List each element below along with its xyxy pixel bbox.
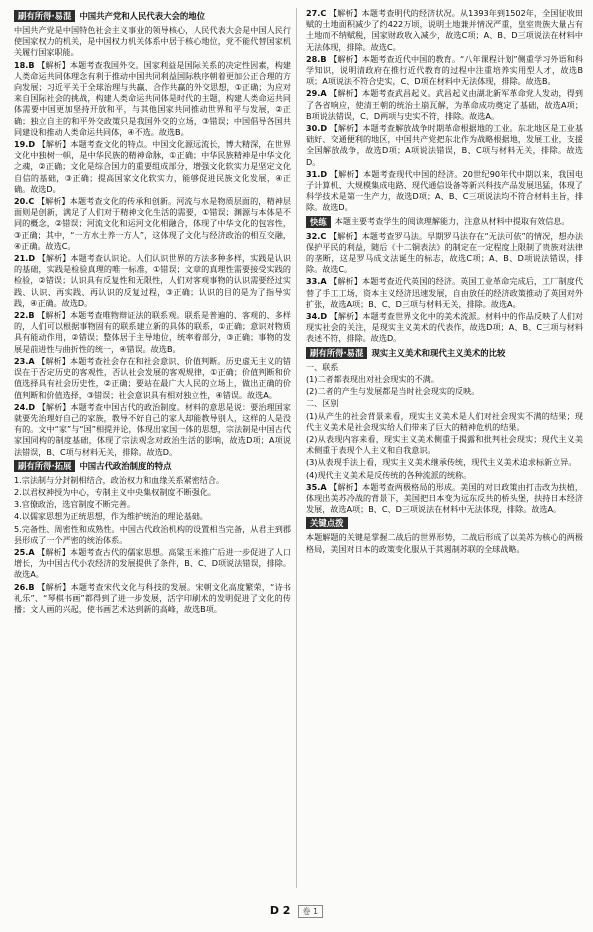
- answer-text: 【解析】本题考查近代中国的教育。“八年课程计划”侧重学习外语和科学知识，说明清政府在推行近代教育的过程中注重培养实用型人才，故选B项；A项说法不符合史实，C、D项在材料中无法体现，排除。故选B。: [306, 53, 583, 87]
- point-item: 2.以君权神授为中心，专制主义中央集权制度不断强化。: [14, 486, 216, 497]
- answer-item: [306, 8, 583, 53]
- section-tag: 刷有所得·易混: [14, 10, 75, 22]
- comparison-item: (4)现代主义美术是反传统的各种流派的统称。: [306, 469, 472, 480]
- answer-number: 34.D: [306, 311, 328, 322]
- section-tag: 关键点拨: [306, 517, 348, 529]
- answer-item: [306, 88, 583, 122]
- comparison-item: (1)从产生的社会背景来看，现实主义美术是人们对社会现实不满的结果；现代主义美术是社会现实给人们带来了巨大的精神危机的结果。: [306, 410, 583, 432]
- answer-text: 【解析】本题考查唯物辩证法的联系观。联系是普遍的、客观的、多样的，人们可以根据事物固有的联系建立新的具体的联系，①正确；意识对物质具有能动作用，②错误；整体居于主导地位，统率着部分，③正确；事物的发展是前进性与曲折性的统一，④错误。故选B。: [14, 310, 291, 354]
- answer-number: 32.C: [306, 230, 327, 241]
- answer-text: 【解析】本题考查解放战争时期革命根据地的工业。东北地区是工业基础好、交通便利的地区，中国共产党把东北作为战略根据地，发展工业，支援全国解放战争，故选D项；A项说法错误，B、C项与材料无关，排除。故选D。: [306, 123, 583, 167]
- answer-item: [306, 276, 583, 310]
- answer-number: 22.B: [14, 310, 35, 321]
- answer-item: [14, 196, 291, 252]
- answer-text: 【解析】本题考查中国古代的政治制度。材料的意思是说：要治理国家就要先治理好自己的家族，教导不好自己的家人却能教导别人，这样的人是没有的。文中“家”与“国”相提并论，体现出家国一体的思想，宗法制是中国古代家国同构的制度基础，体现了宗法观念对政治生活的影响，故选D项；A项说法错误，B、C项与材料无关，排除。故选D。: [14, 401, 291, 457]
- section-tag: 快练: [306, 216, 331, 228]
- comparison-item: (2)从表现内容来看，现实主义美术侧重于揭露和批判社会现实；现代主义美术侧重于表现个人主义和自我意识。: [306, 433, 583, 456]
- page-footer: [0, 904, 593, 918]
- section-header: [14, 10, 291, 22]
- point-item: 1.宗法制与分封制相结合，政治权力和血缘关系紧密结合。: [14, 474, 225, 485]
- answer-item: [14, 582, 291, 616]
- answer-item: [306, 123, 583, 168]
- answer-number: 31.D: [306, 168, 328, 179]
- key-text: 本题解题的关键是掌握二战后的世界形势，二战后形成了以美苏为核心的两极格局，美国对日本的政策变化服从于其遏制苏联的全球战略。: [306, 532, 583, 554]
- answer-item: [14, 356, 291, 401]
- right-column: [306, 8, 583, 888]
- answer-number: 19.D: [14, 139, 36, 150]
- answer-number: 18.B: [14, 59, 35, 70]
- quick-tip: [306, 216, 583, 228]
- answer-list: [306, 231, 583, 345]
- answer-item: [306, 231, 583, 276]
- comparison-item: (1)二者都表现出对社会现实的不满。: [306, 373, 439, 384]
- answer-item: [306, 169, 583, 214]
- comparison-item: 一、联系: [306, 361, 339, 372]
- comparison-list: [306, 362, 583, 481]
- section-title: 中国古代政治制度的特点: [79, 460, 172, 471]
- answer-text: 【解析】本题考查我国外交。国家利益是国际关系的决定性因素，构建人类命运共同体理念有利于推动中国共同利益国际秩序朝着更加公正合理的方向发展；习近平关于全球治理与共赢、合作共赢的外交思想，①正确；为应对来自国际社会的挑战，构建人类命运共同体是时代的主题，构建人类命运共同体需要中国更加坚持开放和平，与其他国家共同推动世界和平与发展，②正确；独立自主的和平外交政策只是我国外交的立场，③错误；中国倡导各国共同建设和推动人类命运共同体，④不选。故选B。: [14, 59, 291, 137]
- answer-list: [306, 482, 583, 516]
- answer-item: [306, 311, 583, 345]
- page-code: D 2: [269, 904, 291, 917]
- comparison-item: 二、区别: [306, 398, 339, 409]
- key-point: [306, 517, 583, 529]
- answer-number: 21.D: [14, 253, 36, 264]
- answer-text: 【解析】本题考查现代中国的经济。20世纪90年代中期以来，我国电子计算机、大规模集成电路、现代通信设备等新兴科技产品发展迅猛，体现了科学技术是第一生产力，故选D项；A、B、C三项说法均不符合材料主旨，排除。故选D。: [306, 168, 583, 213]
- comparison-item: (3)从表现手法上看，现实主义美术继承传统，现代主义美术追求标新立异。: [306, 457, 577, 468]
- answer-text: 【解析】本题考查文化的特点。中国文化源远流长，博大精深，在世界文化中独树一帜，是中华民族的精神命脉，①正确；中华民族精神是中华文化之魂，②正确；文化是综合国力的重要组成部分，增强文化软实力是坚定文化自信的基础，③正确；提高国家文化软实力，能够促进民族文化发展，④正确。故选D。: [14, 139, 291, 194]
- section-title: 现实主义美术和现代主义美术的比较: [371, 347, 506, 358]
- answer-number: 20.C: [14, 196, 35, 207]
- answer-number: 27.C: [306, 8, 327, 18]
- answer-text: 【解析】本题考查文化的传承和创新。河流与水是物质层面的，精神层面则是创新，满足了人们对于精神文化生活的需要，①错误；渊源与本体是不同的概念，②错误；河流文化和运河文化相融合，体现了中华文化的包容性，③正确；其中，“一方水土养一方人”，这体现了文化与经济政治的相互交融，④正确。故选C。: [14, 196, 291, 251]
- answer-number: 23.A: [14, 355, 35, 366]
- answer-text: 【解析】本题考查武昌起义。武昌起义由湖北新军革命党人发动，得到了各省响应，使清王朝的统治土崩瓦解，为革命成功奠定了基础，故选A项；B项说法错误，C、D两项与史实不符，排除。故选A。: [306, 88, 583, 121]
- point-item: 4.以儒家思想为正统思想，作为维护统治的理论基础。: [14, 511, 208, 522]
- section-header: [14, 460, 291, 472]
- point-list: [14, 475, 291, 546]
- answer-text: 【解析】本题考查古代的儒家思想。高粱玉米推广后进一步促进了人口增长，为中国古代小农经济的发展提供了条件，B、C、D项说法错误，排除。故选A。: [14, 546, 291, 580]
- answer-item: [306, 482, 583, 516]
- comparison-item: (2)二者的产生与发展都是当时社会现实的反映。: [306, 386, 480, 397]
- section-title: 中国共产党和人民代表大会的地位: [79, 11, 206, 21]
- answer-item: [14, 253, 291, 309]
- answer-list: [14, 547, 291, 615]
- left-column: [14, 8, 291, 888]
- answer-item: [14, 402, 291, 458]
- answer-text: 【解析】本题考查社会存在和社会意识、价值判断。历史虚无主义的错误在于否定历史的客观性，否认社会发展的客观规律，①正确；价值判断和价值选择具有社会历史性，②正确；要站在最广大人民的立场上，做出正确的价值判断和价值选择，③错误；社会意识具有相对独立性，④错误。故选A。: [14, 355, 291, 400]
- answer-item: [306, 54, 583, 88]
- answer-number: 33.A: [306, 276, 327, 287]
- answer-number: 29.A: [306, 88, 327, 99]
- answer-list: [306, 8, 583, 214]
- section-header: [306, 347, 583, 359]
- section-text: 中国共产党是中国特色社会主义事业的领导核心，人民代表大会是中国人民行使国家权力的机关，是中国权力机关体系中居于核心地位，党不能代替国家机关履行国家职能。: [14, 25, 291, 58]
- section-tag: 刷有所得·拓展: [14, 460, 75, 472]
- answer-item: [14, 310, 291, 355]
- answer-number: 26.B: [14, 581, 35, 592]
- answer-number: 28.B: [306, 53, 327, 64]
- point-item: 3.官僚政治，选官制度不断完善。: [14, 499, 136, 510]
- answer-text: 【解析】本题考查宋代文化与科技的发展。宋朝文化高度繁荣，“诗书礼乐”、“琴棋书画”都得到了进一步发展，活字印刷术的发明促进了文化的传播；文人画的兴起，使书画艺术达到新的高峰，故选B项。: [14, 581, 291, 614]
- answer-number: 25.A: [14, 546, 35, 557]
- page-label: 卷 1: [298, 905, 324, 918]
- answer-number: 30.D: [306, 123, 328, 134]
- answer-item: [14, 139, 291, 195]
- answer-list: [14, 60, 291, 458]
- answer-text: 【解析】本题考查近代英国的经济。英国工业革命完成后，工厂制度代替了手工工场，资本主义经济迅速发展，自由放任的经济政策推动了英国对外扩张，故选A项；B、C、D三项与材料无关，排除。故选A。: [306, 276, 583, 309]
- answer-item: [14, 60, 291, 138]
- answer-text: 【解析】本题考查认识论。人们认识世界的方法多种多样，实践是认识的基础，实践是检验真理的唯一标准，①错误；文章的真理性需要接受实践的检验，②错误；认识具有反复性和无限性，人们对客观事物的认识需要经过实践、认识、再实践、再认识的反复过程，③正确；认识的目的是为了指导实践，④正确。故选D。: [14, 253, 291, 308]
- tip-text: 本题主要考查学生的阅读理解能力，注意从材料中提取有效信息。: [334, 216, 570, 227]
- answer-text: 【解析】本题考查罗马法。早期罗马法存在“无法可依”的情况，想办法保护平民的利益，随后《十二铜表法》的制定在一定程度上限制了贵族对法律的垄断，这是罗马成文法诞生的标志，故选C项；A、B、D项说法错误，排除。故选C。: [306, 230, 583, 275]
- point-item: 5.完备性、周密性和成熟性。中国古代政治机构的设置相当完备，从君主到郡县形成了一个严密的统治体系。: [14, 523, 291, 545]
- answer-text: 【解析】本题考查世界文化中的美术流派。材料中的作品反映了人们对现实社会的关注，是现实主义美术的代表作，故选D项；A、B、C三项与材料表述不符，排除。故选D。: [306, 311, 583, 344]
- answer-text: 【解析】本题考查两极格局的形成。美国的对日政策由打击改为扶植，体现出美苏冷战的背景下，美国把日本变为远东反共的桥头堡，扶持日本经济发展，故选A项；B、C、D三项说法在材料中无法体现，排除。故选A。: [306, 481, 583, 515]
- column-divider: [296, 8, 297, 888]
- answer-text: 【解析】本题考查明代的经济状况。从1393年到1502年，全国征收田赋的土地面积减少了约422万顷，说明土地兼并情况严重，皇室贵族大量占有土地而不纳赋税，国家财政收入减少，故选C项；A、B、D三项说法在材料中无法体现，排除。故选C。: [306, 8, 583, 52]
- answer-number: 24.D: [14, 401, 36, 412]
- answer-number: 35.A: [306, 481, 327, 492]
- answer-item: [14, 547, 291, 581]
- section-tag: 刷有所得·易混: [306, 347, 367, 359]
